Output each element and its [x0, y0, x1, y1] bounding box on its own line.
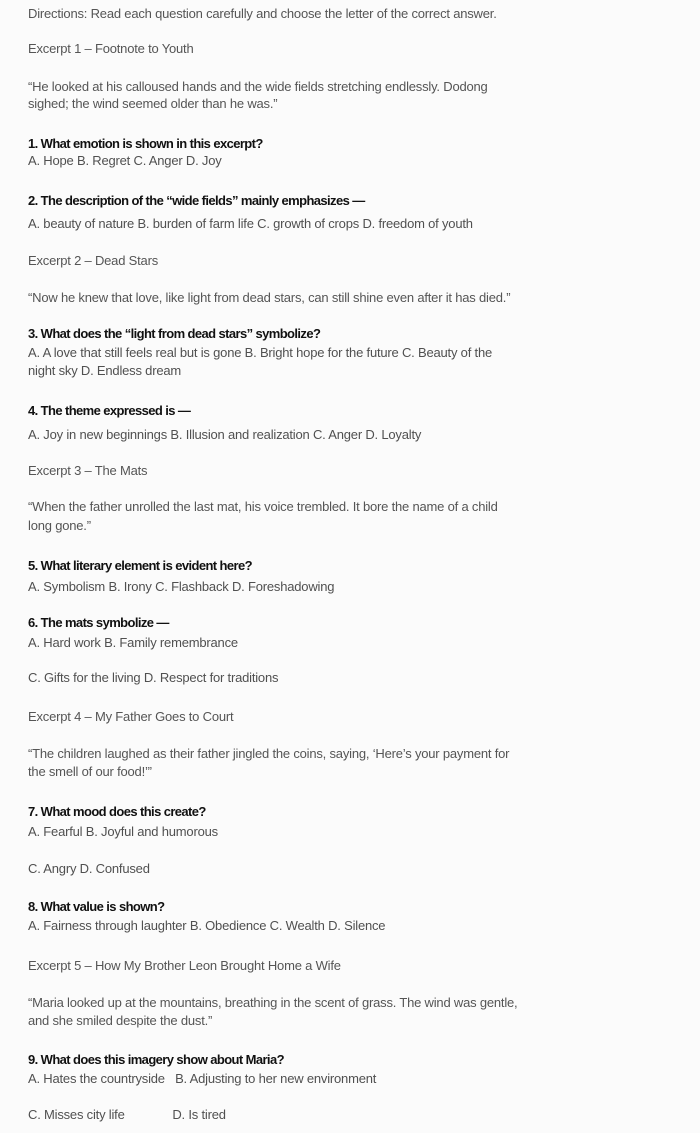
excerpt-quote: “Now he knew that love, like light from dead stars, can still shine even after it has died.”	[28, 290, 511, 305]
excerpt-quote: the smell of our food!’”	[28, 764, 152, 779]
excerpt-title: Excerpt 4 – My Father Goes to Court	[28, 709, 234, 724]
answer-options: A. beauty of nature B. burden of farm life C. growth of crops D. freedom of youth	[28, 216, 473, 231]
excerpt-quote: “The children laughed as their father jingled the coins, saying, ‘Here’s your payment for	[28, 746, 510, 761]
question: 7. What mood does this create?	[28, 804, 206, 819]
directions: Directions: Read each question carefully and choose the letter of the correct answer.	[28, 6, 497, 21]
question: 1. What emotion is shown in this excerpt?	[28, 136, 263, 151]
answer-options: A. Joy in new beginnings B. Illusion and realization C. Anger D. Loyalty	[28, 427, 422, 442]
answer-options: C. Angry D. Confused	[28, 861, 150, 876]
answer-options: A. Fairness through laughter B. Obedience C. Wealth D. Silence	[28, 918, 386, 933]
question: 9. What does this imagery show about Maria?	[28, 1052, 284, 1067]
answer-options: C. Misses city life D. Is tired	[28, 1107, 226, 1122]
question: 2. The description of the “wide fields” mainly emphasizes —	[28, 193, 365, 208]
question: 6. The mats symbolize —	[28, 615, 169, 630]
excerpt-quote: “Maria looked up at the mountains, breathing in the scent of grass. The wind was gentle,	[28, 995, 518, 1010]
excerpt-title: Excerpt 3 – The Mats	[28, 463, 148, 478]
answer-options: A. Symbolism B. Irony C. Flashback D. Foreshadowing	[28, 579, 335, 594]
excerpt-title: Excerpt 5 – How My Brother Leon Brought Home a Wife	[28, 958, 341, 973]
excerpt-quote: sighed; the wind seemed older than he was.”	[28, 96, 278, 111]
answer-options: C. Gifts for the living D. Respect for traditions	[28, 670, 279, 685]
excerpt-quote: “He looked at his calloused hands and the wide fields stretching endlessly. Dodong	[28, 79, 488, 94]
answer-options: A. A love that still feels real but is gone B. Bright hope for the future C. Beauty of the	[28, 345, 493, 360]
answer-options: night sky D. Endless dream	[28, 363, 182, 378]
question: 8. What value is shown?	[28, 899, 165, 914]
answer-options: A. Hope B. Regret C. Anger D. Joy	[28, 153, 222, 168]
question: 5. What literary element is evident here?	[28, 558, 252, 573]
answer-options: A. Hates the countryside B. Adjusting to her new environment	[28, 1071, 377, 1086]
excerpt-quote: “When the father unrolled the last mat, his voice trembled. It bore the name of a child	[28, 499, 498, 514]
answer-options: A. Fearful B. Joyful and humorous	[28, 824, 218, 839]
question: 4. The theme expressed is —	[28, 403, 191, 418]
answer-options: A. Hard work B. Family remembrance	[28, 635, 238, 650]
excerpt-quote: and she smiled despite the dust.”	[28, 1013, 213, 1028]
excerpt-title: Excerpt 1 – Footnote to Youth	[28, 41, 194, 56]
excerpt-title: Excerpt 2 – Dead Stars	[28, 253, 158, 268]
excerpt-quote: long gone.”	[28, 518, 91, 533]
question: 3. What does the “light from dead stars” symbolize?	[28, 326, 321, 341]
